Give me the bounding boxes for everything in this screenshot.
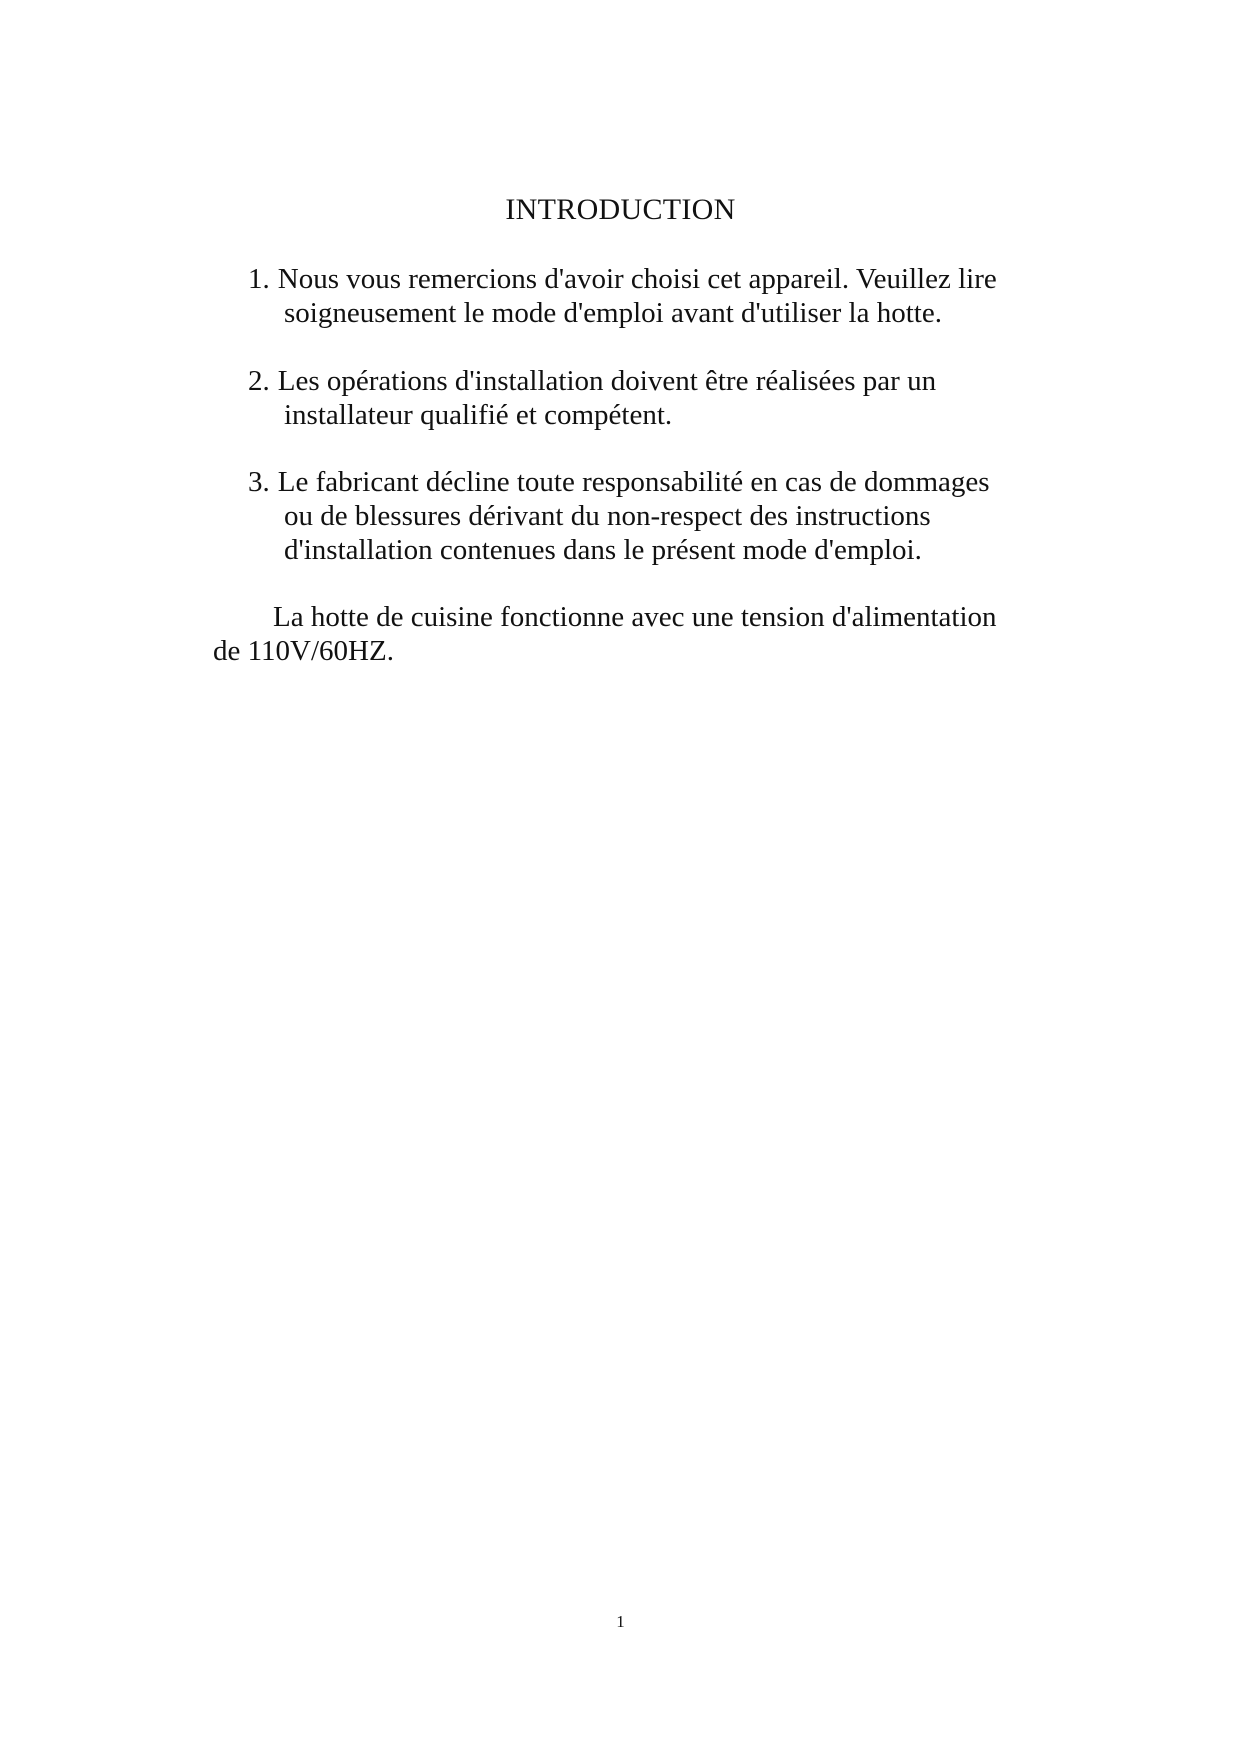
item-text-line: ou de blessures dérivant du non-respect des instructions: [284, 500, 931, 532]
item-text-line: Le fabricant décline toute responsabilité en cas de dommages: [277, 466, 990, 498]
list-item: [248, 364, 1048, 432]
page-title: INTRODUCTION: [505, 193, 736, 226]
list-item: [248, 262, 1048, 330]
item-text-line: soigneusement le mode d'emploi avant d'utiliser la hotte.: [284, 297, 942, 329]
item-text-line: installateur qualifié et compétent.: [284, 399, 673, 431]
note-text-line: La hotte de cuisine fonctionne avec une tension d'alimentation: [273, 601, 997, 633]
item-text-line: Nous vous remercions d'avoir choisi cet appareil. Veuillez lire: [277, 263, 997, 295]
page-number: 1: [616, 1612, 625, 1631]
item-text-line: d'installation contenues dans le présent mode d'emploi.: [284, 534, 922, 566]
voltage-note: [213, 600, 1053, 668]
list-item: [248, 465, 1048, 567]
item-number: 3.: [248, 466, 270, 498]
item-number: 2.: [248, 365, 270, 397]
note-text-line: de 110V/60HZ.: [213, 635, 394, 667]
item-number: 1.: [248, 263, 270, 295]
item-text-line: Les opérations d'installation doivent être réalisées par un: [277, 365, 937, 397]
